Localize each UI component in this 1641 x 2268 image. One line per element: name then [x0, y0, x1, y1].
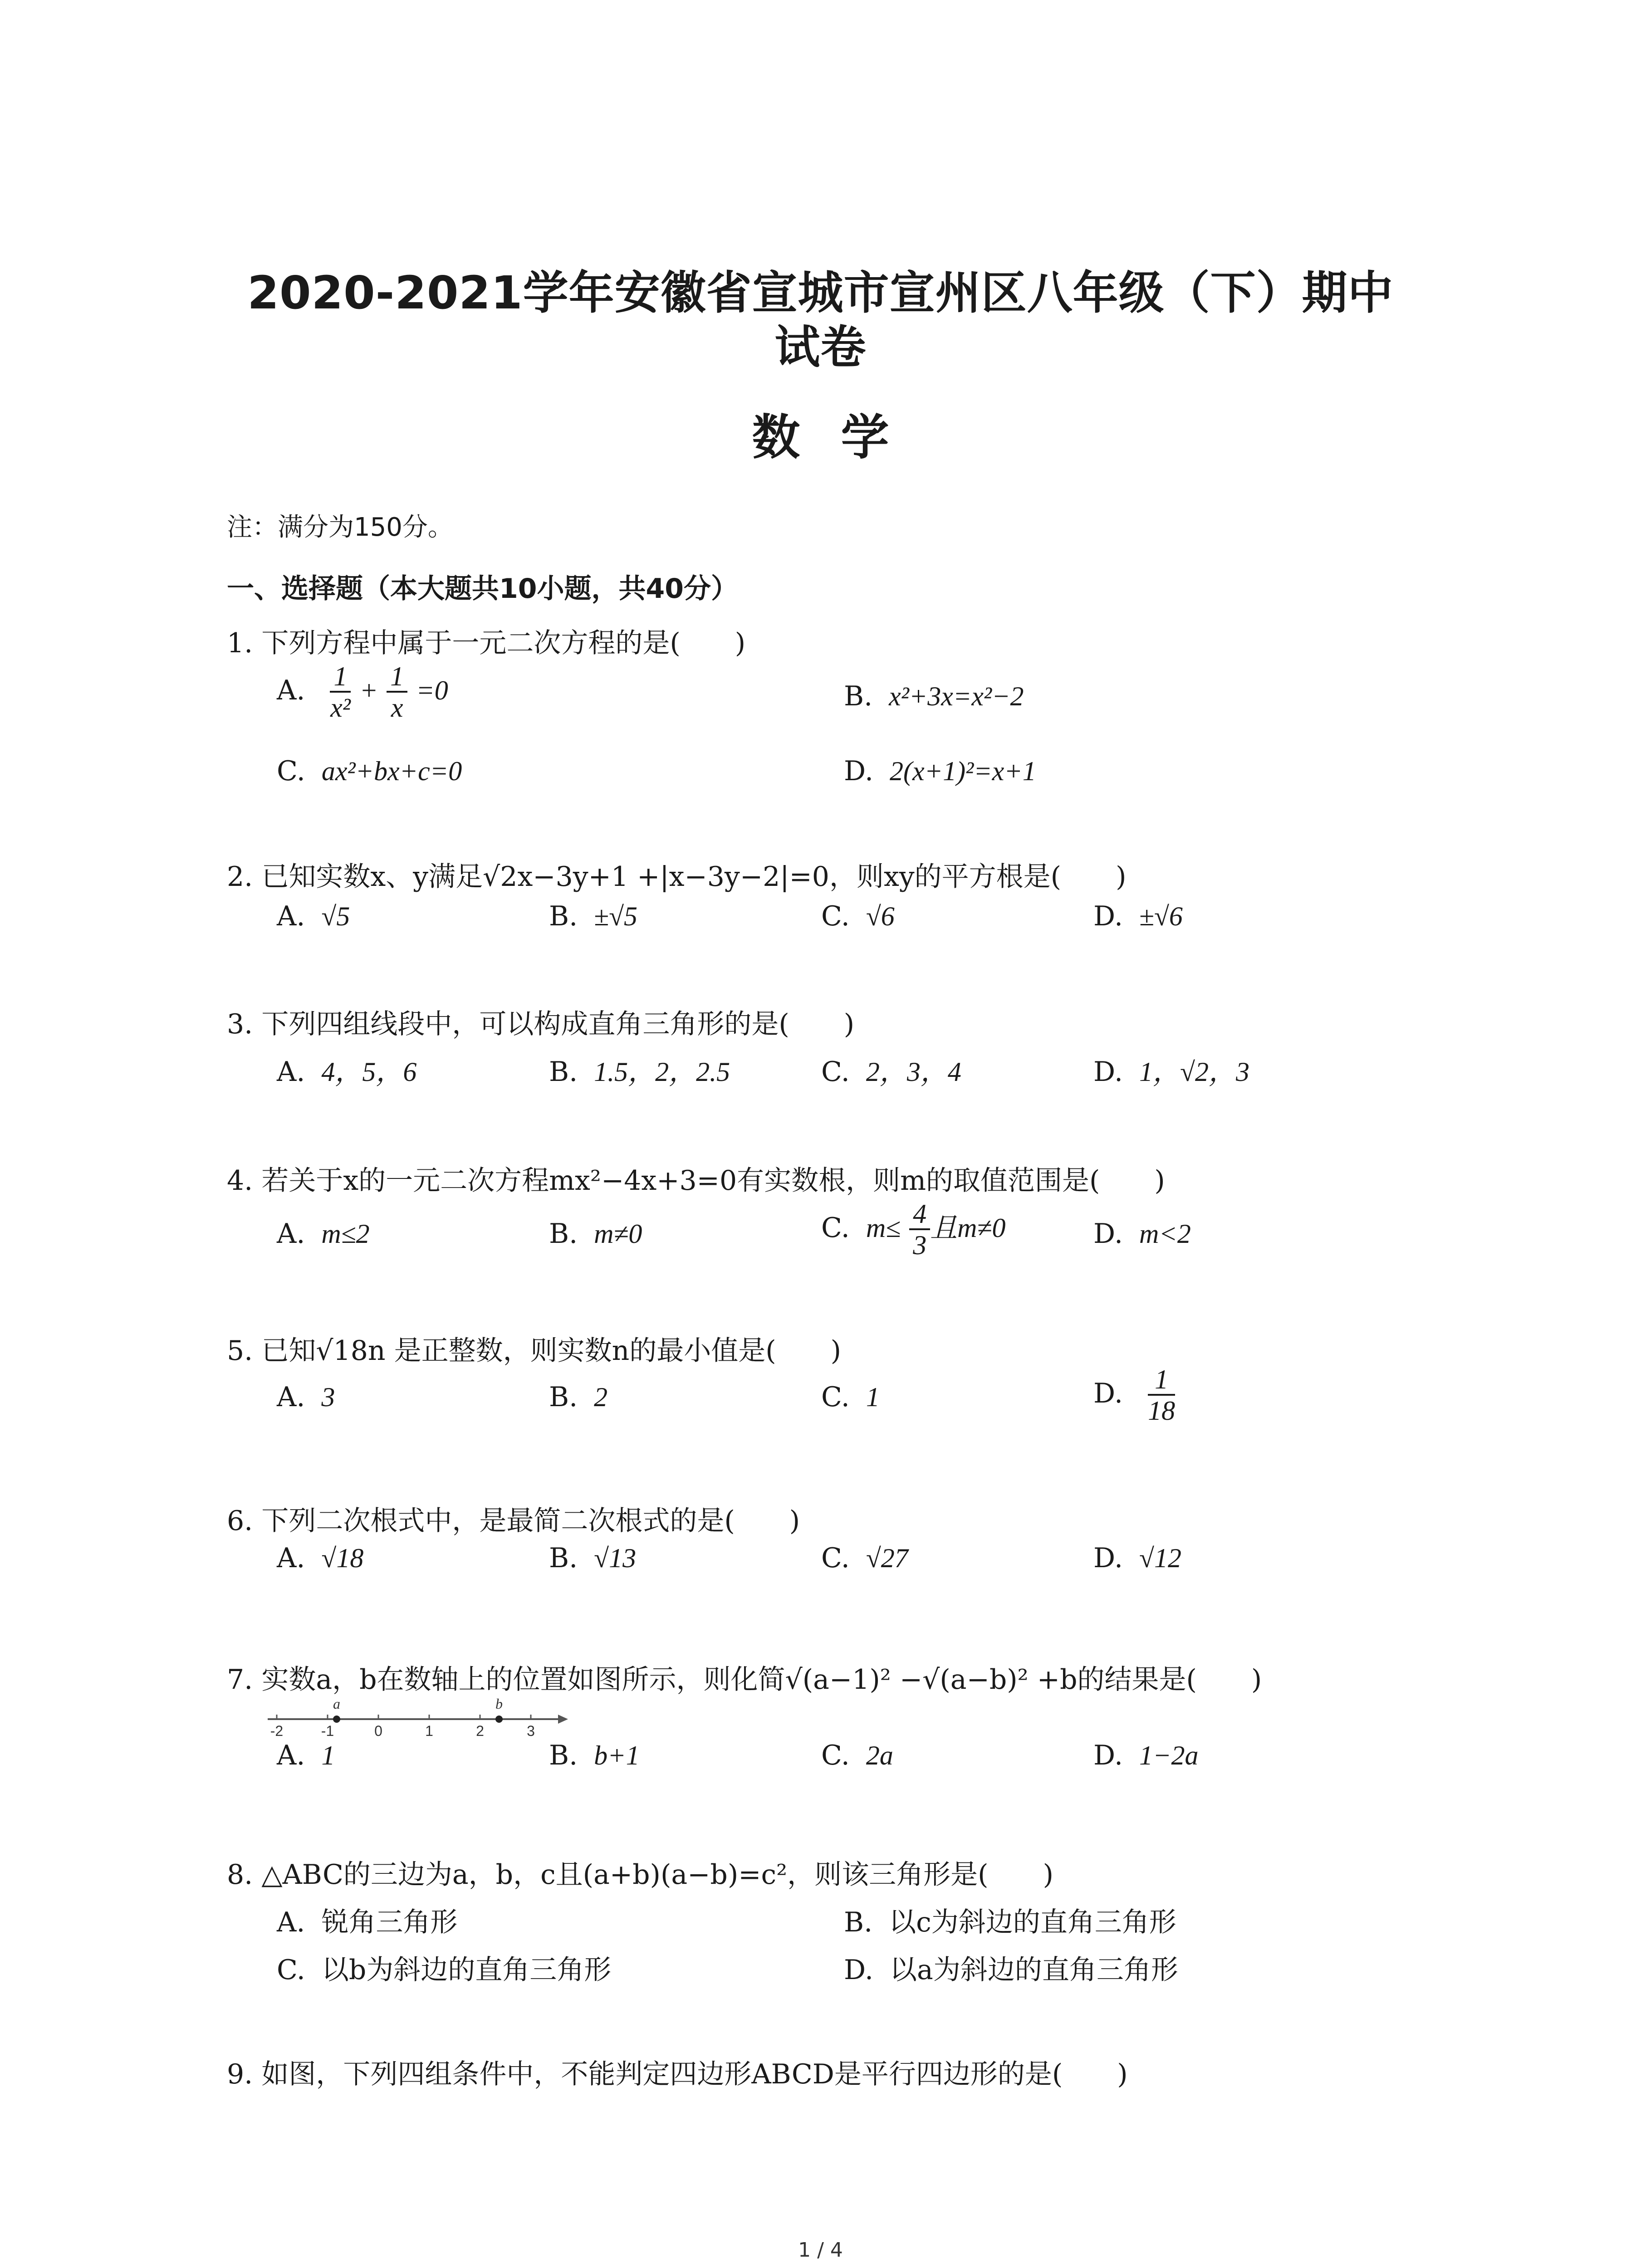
- question-3-stem: 3. 下列四组线段中，可以构成直角三角形的是( ): [227, 1008, 855, 1040]
- option-text: 以a为斜边的直角三角形: [890, 1954, 1178, 1986]
- number-line-arrow-icon: [558, 1715, 568, 1724]
- option-label: C.: [821, 1212, 850, 1244]
- option-text: 以c为斜边的直角三角形: [889, 1906, 1176, 1938]
- question-1-option-c: [277, 755, 462, 787]
- option-label: C.: [821, 900, 850, 932]
- number-line-tick-label: 0: [374, 1723, 382, 1739]
- option-label: A.: [277, 1740, 305, 1771]
- question-3-option-c: [821, 1050, 961, 1089]
- option-label: A.: [277, 675, 305, 707]
- option-text: ±√6: [1139, 901, 1183, 931]
- question-5-option-a: [277, 1381, 335, 1413]
- option-label: B.: [549, 1056, 578, 1088]
- point-b-marker: [495, 1716, 503, 1723]
- question-6-option-b: [549, 1542, 636, 1574]
- option-text: 4，5，6: [321, 1057, 417, 1087]
- option-text: 2，3，4: [866, 1057, 961, 1087]
- point-b-label: b: [495, 1696, 503, 1712]
- option-label: A.: [277, 1906, 305, 1938]
- point-a-marker: [333, 1716, 340, 1723]
- question-8-option-a: [277, 1901, 457, 1940]
- option-text: 1.5，2，2.5: [594, 1057, 730, 1087]
- question-7-option-a: [277, 1740, 335, 1771]
- option-label: B.: [844, 680, 873, 712]
- section-heading: 一、选择题（本大题共10小题，共40分）: [227, 573, 738, 605]
- question-2-option-d: [1093, 900, 1183, 932]
- fraction-denominator: x²: [330, 693, 351, 723]
- question-5-option-b: [549, 1381, 607, 1413]
- option-text: 以b为斜边的直角三角形: [321, 1954, 612, 1986]
- number-line-tick-label: -2: [270, 1723, 284, 1739]
- question-7-option-d: [1093, 1740, 1199, 1771]
- option-label: D.: [1093, 1056, 1123, 1088]
- option-label: D.: [1093, 1740, 1123, 1771]
- score-note: 注：满分为150分。: [227, 513, 453, 542]
- option-text: √13: [594, 1543, 637, 1573]
- equation-rest: =0: [416, 675, 448, 706]
- question-5-stem: 5. 已知√18n 是正整数，则实数n的最小值是( ): [227, 1335, 842, 1367]
- option-text: 1−2a: [1139, 1740, 1199, 1770]
- option-label: C.: [277, 1954, 305, 1986]
- question-4-option-c: [821, 1200, 1005, 1260]
- option-label: D.: [1093, 1378, 1123, 1410]
- question-4-option-a: [277, 1218, 370, 1250]
- number-line-tick-label: -1: [321, 1723, 334, 1739]
- option-text: m≠0: [594, 1219, 642, 1249]
- option-label: D.: [1093, 1542, 1123, 1574]
- fraction-denominator: 18: [1148, 1396, 1176, 1426]
- option-label: C.: [821, 1740, 850, 1771]
- question-3-option-d: [1093, 1050, 1249, 1089]
- question-2-option-a: [277, 900, 350, 932]
- question-1-option-d: [844, 755, 1036, 787]
- subject-title: 数学: [752, 410, 930, 465]
- option-label: D.: [844, 1954, 874, 1986]
- question-6-stem: 6. 下列二次根式中，是最简二次根式的是( ): [227, 1505, 800, 1537]
- question-6-option-c: [821, 1542, 908, 1574]
- fraction: [387, 662, 407, 723]
- question-5-option-d: [1093, 1365, 1175, 1426]
- question-5-option-c: [821, 1381, 880, 1413]
- number-line-figure: [263, 1694, 572, 1744]
- question-7-stem: 7. 实数a，b在数轴上的位置如图所示，则化简√(a−1)² −√(a−b)² +b的结果是( ): [227, 1664, 1262, 1696]
- option-text: 1: [321, 1740, 335, 1770]
- option-label: A.: [277, 1218, 305, 1250]
- fraction-denominator: x: [391, 693, 403, 723]
- question-4-option-b: [549, 1218, 642, 1250]
- question-6-option-d: [1093, 1542, 1181, 1574]
- option-label: B.: [844, 1906, 873, 1938]
- number-line-tick-label: 2: [476, 1723, 484, 1739]
- fraction-denominator: 3: [913, 1230, 927, 1260]
- fraction-numerator: 1: [1148, 1365, 1175, 1396]
- option-label: C.: [821, 1542, 850, 1574]
- question-3-option-b: [549, 1050, 730, 1089]
- fraction: [909, 1200, 930, 1260]
- fraction-numerator: 4: [909, 1200, 930, 1230]
- option-label: A.: [277, 1381, 305, 1413]
- option-label: D.: [1093, 1218, 1123, 1250]
- question-2-option-b: [549, 900, 637, 932]
- option-text: √5: [321, 901, 350, 931]
- option-text: √18: [321, 1543, 364, 1573]
- number-line-tick-label: 1: [425, 1723, 433, 1739]
- option-label: A.: [277, 1056, 305, 1088]
- option-text: b+1: [594, 1740, 640, 1770]
- option-text: √27: [866, 1543, 908, 1573]
- option-text: 2: [594, 1382, 608, 1412]
- question-2-option-c: [821, 900, 895, 932]
- question-8-option-d: [844, 1948, 1178, 1987]
- option-text: √6: [866, 901, 895, 931]
- option-label: B.: [549, 900, 578, 932]
- option-label: B.: [549, 1740, 578, 1771]
- option-text: 2(x+1)²=x+1: [890, 756, 1036, 786]
- question-4-option-d: [1093, 1218, 1191, 1250]
- option-label: C.: [821, 1056, 850, 1088]
- option-text: 1，√2，3: [1139, 1057, 1249, 1087]
- option-label: D.: [844, 755, 874, 787]
- question-2-stem: 2. 已知实数x、y满足√2x−3y+1 +|x−3y−2|=0，则xy的平方根是( ): [227, 861, 1127, 893]
- option-label: B.: [549, 1542, 578, 1574]
- point-a-label: a: [333, 1696, 340, 1712]
- option-text: 3: [321, 1382, 335, 1412]
- question-1-option-b: [844, 680, 1024, 712]
- fraction-numerator: 1: [387, 662, 407, 693]
- option-label: D.: [1093, 900, 1123, 932]
- option-label: B.: [549, 1218, 578, 1250]
- option-label: A.: [277, 1542, 305, 1574]
- option-text: m<2: [1139, 1219, 1191, 1249]
- option-text: ax²+bx+c=0: [321, 756, 462, 786]
- option-label: C.: [821, 1381, 850, 1413]
- title-line-2: 试卷: [774, 321, 867, 374]
- fraction-numerator: 1: [330, 662, 351, 693]
- question-9-stem: 9. 如图，下列四组条件中，不能判定四边形ABCD是平行四边形的是( ): [227, 2058, 1128, 2090]
- question-7-option-b: [549, 1740, 640, 1771]
- option-text: 1: [866, 1382, 880, 1412]
- option-text: m≤2: [321, 1219, 370, 1249]
- title-line-1: 2020-2021学年安徽省宣城市宣州区八年级（下）期中: [247, 266, 1394, 319]
- question-8-option-b: [844, 1901, 1176, 1940]
- page-number: 1 / 4: [798, 2239, 843, 2262]
- question-4-stem: 4. 若关于x的一元二次方程mx²−4x+3=0有实数根，则m的取值范围是( ): [227, 1165, 1165, 1197]
- option-text: x²+3x=x²−2: [889, 681, 1024, 711]
- option-label: C.: [277, 755, 305, 787]
- option-text: 锐角三角形: [321, 1906, 458, 1938]
- option-text: 2a: [866, 1740, 893, 1770]
- option-text: √12: [1139, 1543, 1181, 1573]
- question-1-option-a: [277, 662, 448, 723]
- option-label: B.: [549, 1381, 578, 1413]
- option-text-post: 且m≠0: [930, 1213, 1006, 1243]
- question-7-option-c: [821, 1740, 893, 1771]
- option-text: ±√5: [594, 901, 638, 931]
- fraction: [1148, 1365, 1175, 1426]
- option-label: A.: [277, 900, 305, 932]
- fraction: [330, 662, 351, 723]
- question-1-stem: 1. 下列方程中属于一元二次方程的是( ): [227, 627, 746, 659]
- question-3-option-a: [277, 1050, 416, 1089]
- plus-sign: +: [359, 675, 378, 706]
- question-6-option-a: [277, 1542, 363, 1574]
- number-line-tick-label: 3: [527, 1723, 535, 1739]
- question-8-stem: 8. △ABC的三边为a，b，c且(a+b)(a−b)=c²，则该三角形是( ): [227, 1859, 1053, 1891]
- option-text-pre: m≤: [866, 1213, 901, 1243]
- question-8-option-c: [277, 1948, 611, 1987]
